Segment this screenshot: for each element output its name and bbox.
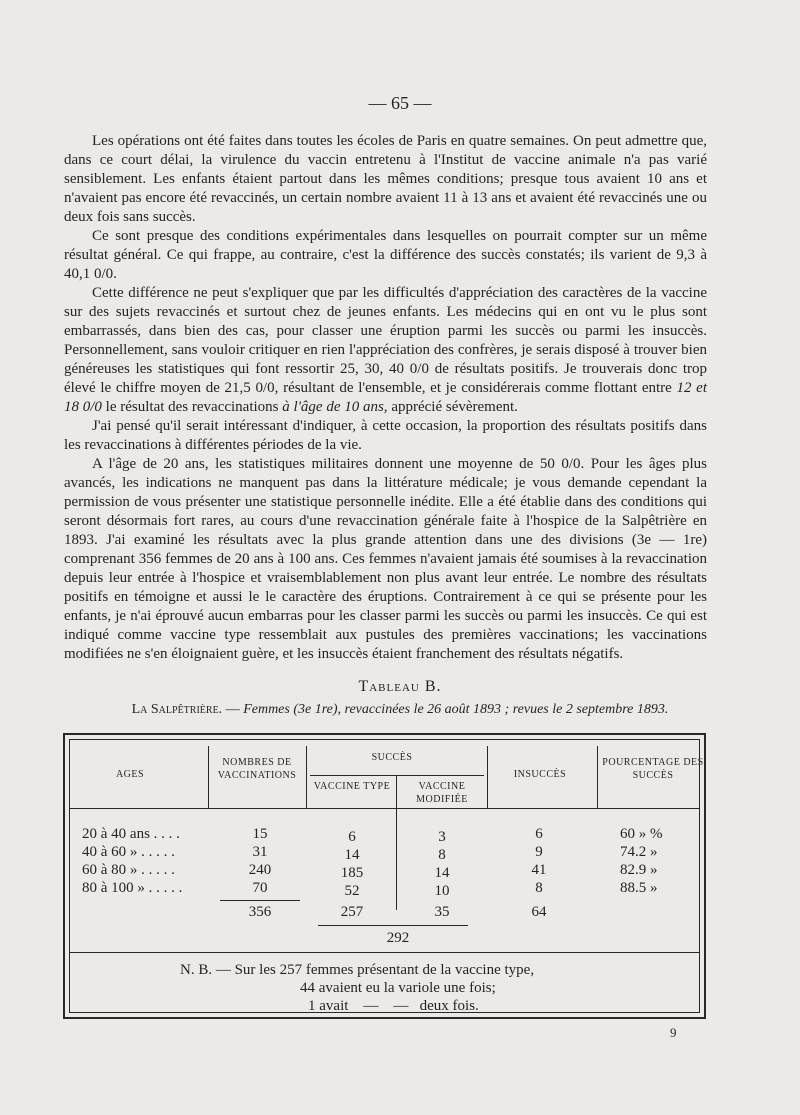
note-line: N. B. — Sur les 257 femmes présentant de la vaccine type, — [180, 962, 535, 978]
age-cell: 80 à 100 » . . . . . — [82, 880, 183, 896]
rule — [220, 900, 300, 901]
note-line: 1 avait — — deux fois. — [308, 998, 479, 1014]
italic-age: à l'âge de 10 ans, — [282, 399, 388, 415]
nombres-cell: 31 — [252, 844, 268, 860]
modifiee-cell: 3 — [438, 829, 446, 845]
paragraph-3 — [64, 284, 707, 417]
folio: 9 — [670, 1025, 677, 1040]
paragraph-3-text: Cette différence ne peut s'expliquer que par les difficultés d'appréciation des caractères de la vaccine sur des sujets revaccinés et surtout chez de jeunes enfants. Les médecins qui en ont vu le plus sont embarrassés, dans bien des cas, pour classer une éruption parmi les succès ou parmi les insuccès. Personnellement, sans vouloir critiquer en rien l'appréciation des confrères, je serais disposé à trouver bien généreuses les statistiques qui font ressortir 25, 30, 40 0/0 de résultats positifs. Je trouverais donc trop élevé le chiffre moyen de 21,5 0/0, résultant de l'ensemble, et je considérerais comme flottant entre — [64, 285, 707, 396]
rule — [208, 746, 209, 808]
total-modifiee: 35 — [434, 904, 450, 920]
pct-cell: 88.5 » — [620, 880, 658, 896]
paragraph-2: Ce sont presque des conditions expérimentales dans lesquelles on pourrait compter sur un même résultat général. Ce qui frappe, au contraire, c'est la différence des succès constatés; ils varient de 9,3 à 40,1 0/0. — [64, 228, 707, 282]
total-nombres: 356 — [248, 904, 272, 920]
brace — [318, 925, 468, 926]
header-pourcentage: POURCENTAGE DES SUCCÈS — [602, 757, 704, 781]
type-cell: 14 — [344, 847, 360, 863]
note-line: 44 avaient eu la variole une fois; — [300, 980, 496, 996]
body-text — [64, 132, 707, 664]
insucces-cell: 8 — [535, 880, 543, 896]
total-succes: 292 — [386, 930, 410, 946]
header-succes: SUCCÈS — [371, 752, 413, 763]
modifiee-cell: 14 — [434, 865, 450, 881]
header-vaccine-type: VACCINE TYPE — [313, 781, 391, 792]
modifiee-cell: 10 — [434, 883, 450, 899]
rule — [597, 746, 598, 808]
modifiee-cell: 8 — [438, 847, 446, 863]
table-heading — [0, 678, 800, 696]
caption-place: La Salpêtrière. — [131, 702, 223, 717]
insucces-cell: 9 — [535, 844, 543, 860]
caption-dash: — — [225, 702, 240, 717]
caption-rest: Femmes (3e 1re), revaccinées le 26 août 1893 ; revues le 2 septembre 1893. — [243, 702, 669, 717]
header-vaccine-modifiee: VACCINE MODIFIÉE — [416, 781, 468, 805]
nombres-cell: 15 — [252, 826, 268, 842]
paragraph-4: J'ai pensé qu'il serait intéressant d'indiquer, à cette occasion, la proportion des résultats positifs dans les revaccinations à différentes périodes de la vie. — [64, 418, 707, 453]
header-nombres: NOMBRES DE VACCINATIONS — [217, 757, 297, 781]
total-insucces: 64 — [531, 904, 547, 920]
total-type: 257 — [340, 904, 364, 920]
nombres-cell: 240 — [248, 862, 272, 878]
header-insucces: INSUCCÈS — [513, 769, 567, 780]
age-cell: 40 à 60 » . . . . . — [82, 844, 175, 860]
table-heading-letter: B. — [424, 678, 442, 695]
paragraph-1: Les opérations ont été faites dans toutes les écoles de Paris en quatre semaines. On peut admettre que, dans ce court délai, la virulence du vaccin entretenu à l'Institut de vaccine animale n'a pas varié sensiblement. Les enfants étaient partout dans les mêmes conditions; presque tous avaient 10 ans et n'avaient pas encore été revaccinés, un certain nombre avaient 11 à 13 ans et avaient été revaccinés une ou deux fois sans succès. — [64, 133, 707, 225]
paragraph-5: A l'âge de 20 ans, les statistiques militaires donnent une moyenne de 50 0/0. Pour les âges plus avancés, les indications ne manquent pas dans la littérature médicale; je vous demande cependant la permission de vous présenter une statistique personnelle inédite. Elle a été établie dans des conditions qui seront désormais fort rares, au cours d'une revaccination générale faite à l'hospice de la Salpêtrière en 1893. J'ai examiné les résultats avec la plus grande attention dans une des divisions (3e — 1re) comprenant 356 femmes de 20 ans à 100 ans. Ces femmes n'avaient jamais été soumises à la revaccination depuis leur entrée à l'hospice et vraisemblablement non plus avant leur entrée. Le nombre des résultats positifs en témoigne et aussi le le caractère des éruptions. Contrairement à ce qui se présente pour les enfants, je n'ai éprouvé aucun embarras pour les classer parmi les succès ou parmi les insuccès. Ce qui est indiqué comme vaccine type ressemblait aux pustules des premières vaccinations; les vaccinations modifiées ne s'en éloignaient guère, et les insuccès étaient franchement des résultats négatifs. — [64, 456, 707, 662]
rule — [70, 952, 700, 953]
paragraph-3-end: apprécié sévèrement. — [391, 399, 518, 415]
age-cell: 60 à 80 » . . . . . — [82, 862, 175, 878]
pct-cell: 60 » % — [620, 826, 663, 842]
rule — [310, 775, 484, 776]
rule — [70, 808, 700, 809]
rule — [306, 746, 307, 808]
table-caption — [120, 701, 680, 718]
rule — [396, 776, 397, 910]
type-cell: 185 — [340, 865, 364, 881]
insucces-cell: 41 — [531, 862, 547, 878]
insucces-cell: 6 — [535, 826, 543, 842]
header-ages: AGES — [115, 769, 145, 780]
table-heading-word: Tableau — [358, 678, 420, 695]
type-cell: 6 — [348, 829, 356, 845]
pct-cell: 82.9 » — [620, 862, 658, 878]
page-number: — 65 — — [368, 93, 432, 113]
italic-range: 12 et 18 0/0 — [64, 380, 708, 415]
type-cell: 52 — [344, 883, 360, 899]
nombres-cell: 70 — [252, 880, 268, 896]
paragraph-3-middle: le résultat des revaccinations — [105, 399, 279, 415]
pct-cell: 74.2 » — [620, 844, 658, 860]
age-cell: 20 à 40 ans . . . . — [82, 826, 180, 842]
rule — [487, 746, 488, 808]
